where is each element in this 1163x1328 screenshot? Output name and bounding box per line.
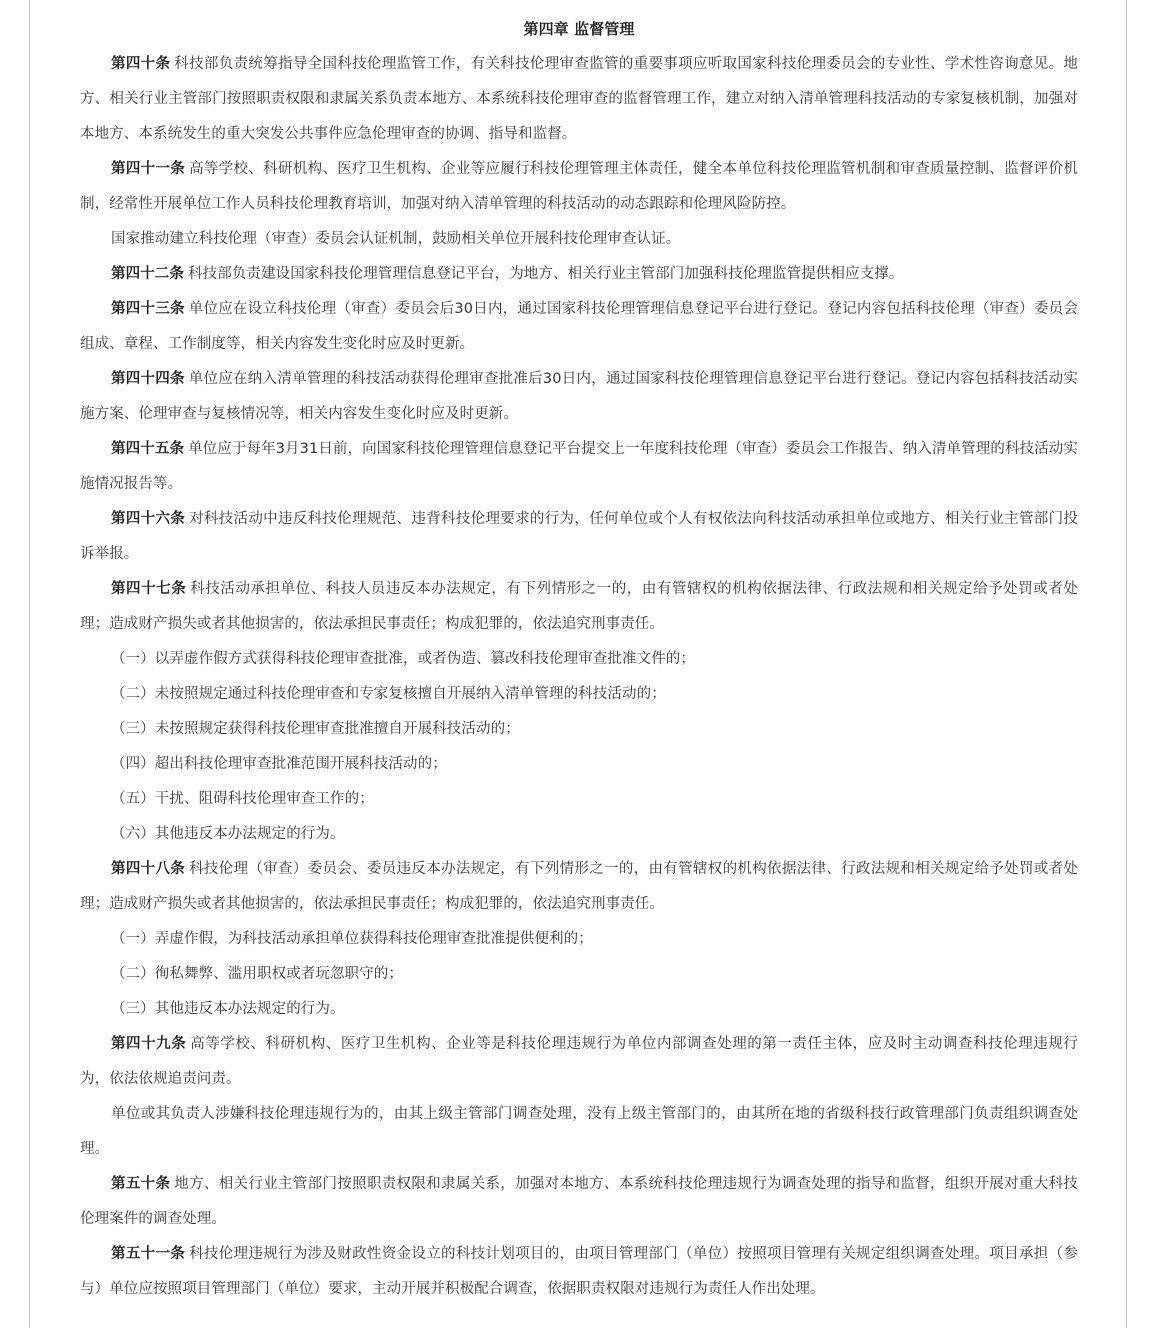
document-body: [80, 12, 1078, 1307]
list-item: （二）徇私舞弊、滥用职权或者玩忽职守的；: [111, 966, 403, 982]
article-list: [80, 47, 1078, 1307]
article-text: 单位应在设立科技伦理（审查）委员会后30日内，通过国家科技伦理管理信息登记平台进行登记。登记内容包括科技伦理（审查）委员会组成、章程、工作制度等，相关内容发生变化时应及时更新。: [80, 301, 1079, 352]
article-text: 科技伦理（审查）委员会、委员违反本办法规定，有下列情形之一的，由有管辖权的机构依据法律、行政法规和相关规定给予处罚或者处理；造成财产损失或者其他损害的，依法承担民事责任；构成犯罪的，依法追究刑事责任。: [80, 861, 1078, 912]
article-number: 第四十九条: [111, 1036, 187, 1052]
article-text: 科技部负责建设国家科技伦理管理信息登记平台，为地方、相关行业主管部门加强科技伦理监管提供相应支撑。: [188, 266, 904, 282]
article-text: 科技伦理违规行为涉及财政性资金设立的科技计划项目的，由项目管理部门（单位）按照项目管理有关规定组织调查处理。项目承担（参与）单位应按照项目管理部门（单位）要求，主动开展并积极配合调查，依据职责权限对违规行为责任人作出处理。: [80, 1246, 1078, 1297]
article-paragraph: [80, 47, 1078, 152]
article-paragraph: [80, 1237, 1078, 1307]
list-item: （二）未按照规定通过科技伦理审查和专家复核擅自开展纳入清单管理的科技活动的；: [111, 686, 666, 702]
article-paragraph: [80, 432, 1078, 502]
chapter-title: 第四章 监督管理: [523, 20, 635, 38]
article-number: 第五十一条: [111, 1246, 186, 1262]
article-text: 单位应于每年3月31日前，向国家科技伦理管理信息登记平台提交上一年度科技伦理（审查）委员会工作报告、纳入清单管理的科技活动实施情况报告等。: [80, 441, 1079, 492]
article-text: 对科技活动中违反科技伦理规范、违背科技伦理要求的行为，任何单位或个人有权依法向科技活动承担单位或地方、相关行业主管部门投诉举报。: [80, 511, 1078, 562]
list-item: （一）弄虚作假，为科技活动承担单位获得科技伦理审查批准提供便利的；: [111, 931, 593, 947]
article-number: 第五十条: [111, 1176, 171, 1192]
article-paragraph: [80, 292, 1078, 362]
article-number: 第四十一条: [111, 161, 186, 177]
article-paragraph: [80, 572, 1078, 642]
article-number: 第四十条: [111, 56, 171, 72]
article-number: 第四十四条: [111, 371, 185, 387]
article-paragraph: [80, 502, 1078, 572]
list-item: （四）超出科技伦理审查批准范围开展科技活动的；: [111, 756, 447, 772]
list-item: （三）未按照规定获得科技伦理审查批准擅自开展科技活动的；: [111, 721, 520, 737]
article-number: 第四十三条: [111, 301, 185, 317]
article-paragraph: [80, 1027, 1078, 1097]
article-paragraph: [80, 362, 1078, 432]
list-item: （五）干扰、阻碍科技伦理审查工作的；: [111, 791, 374, 807]
article-number: 第四十七条: [111, 581, 187, 597]
article-text: 高等学校、科研机构、医疗卫生机构、企业等是科技伦理违规行为单位内部调查处理的第一责任主体，应及时主动调查科技伦理违规行为，依法依规追责问责。: [80, 1036, 1078, 1087]
article-text: 科技部负责统筹指导全国科技伦理监管工作，有关科技伦理审查监管的重要事项应听取国家科技伦理委员会的专业性、学术性咨询意见。地方、相关行业主管部门按照职责权限和隶属关系负责本地方、本系统科技伦理审查的监督管理工作，建立对纳入清单管理科技活动的专家复核机制，加强对本地方、本系统发生的重大突发公共事件应急伦理审查的协调、指导和监督。: [80, 56, 1078, 142]
article-text: 单位应在纳入清单管理的科技活动获得伦理审查批准后30日内，通过国家科技伦理管理信息登记平台进行登记。登记内容包括科技活动实施方案、伦理审查与复核情况等，相关内容发生变化时应及时更新。: [80, 371, 1079, 422]
article-paragraph: [80, 852, 1078, 922]
list-item: （六）其他违反本办法规定的行为。: [111, 826, 345, 842]
body-paragraph: 单位或其负责人涉嫌科技伦理违规行为的，由其上级主管部门调查处理，没有上级主管部门的，由其所在地的省级科技行政管理部门负责组织调查处理。: [80, 1106, 1078, 1157]
article-text: 地方、相关行业主管部门按照职责权限和隶属关系，加强对本地方、本系统科技伦理违规行为调查处理的指导和监督，组织开展对重大科技伦理案件的调查处理。: [80, 1176, 1078, 1227]
article-text: 科技活动承担单位、科技人员违反本办法规定，有下列情形之一的，由有管辖权的机构依据法律、行政法规和相关规定给予处罚或者处理；造成财产损失或者其他损害的，依法承担民事责任；构成犯罪的，依法追究刑事责任。: [80, 581, 1078, 632]
body-paragraph: 国家推动建立科技伦理（审查）委员会认证机制，鼓励相关单位开展科技伦理审查认证。: [111, 231, 681, 247]
list-item: （三）其他违反本办法规定的行为。: [111, 1001, 345, 1017]
article-text: 高等学校、科研机构、医疗卫生机构、企业等应履行科技伦理管理主体责任，健全本单位科技伦理监管机制和审查质量控制、监督评价机制，经常性开展单位工作人员科技伦理教育培训，加强对纳入清单管理的科技活动的动态跟踪和伦理风险防控。: [80, 161, 1078, 212]
article-paragraph: [80, 1167, 1078, 1237]
article-number: 第四十六条: [111, 511, 186, 527]
article-number: 第四十八条: [111, 861, 186, 877]
article-number: 第四十五条: [111, 441, 185, 457]
list-item: （一）以弄虚作假方式获得科技伦理审查批准，或者伪造、篡改科技伦理审查批准文件的；: [111, 651, 695, 667]
article-number: 第四十二条: [111, 266, 184, 282]
article-paragraph: [80, 257, 1078, 292]
article-paragraph: [80, 152, 1078, 222]
